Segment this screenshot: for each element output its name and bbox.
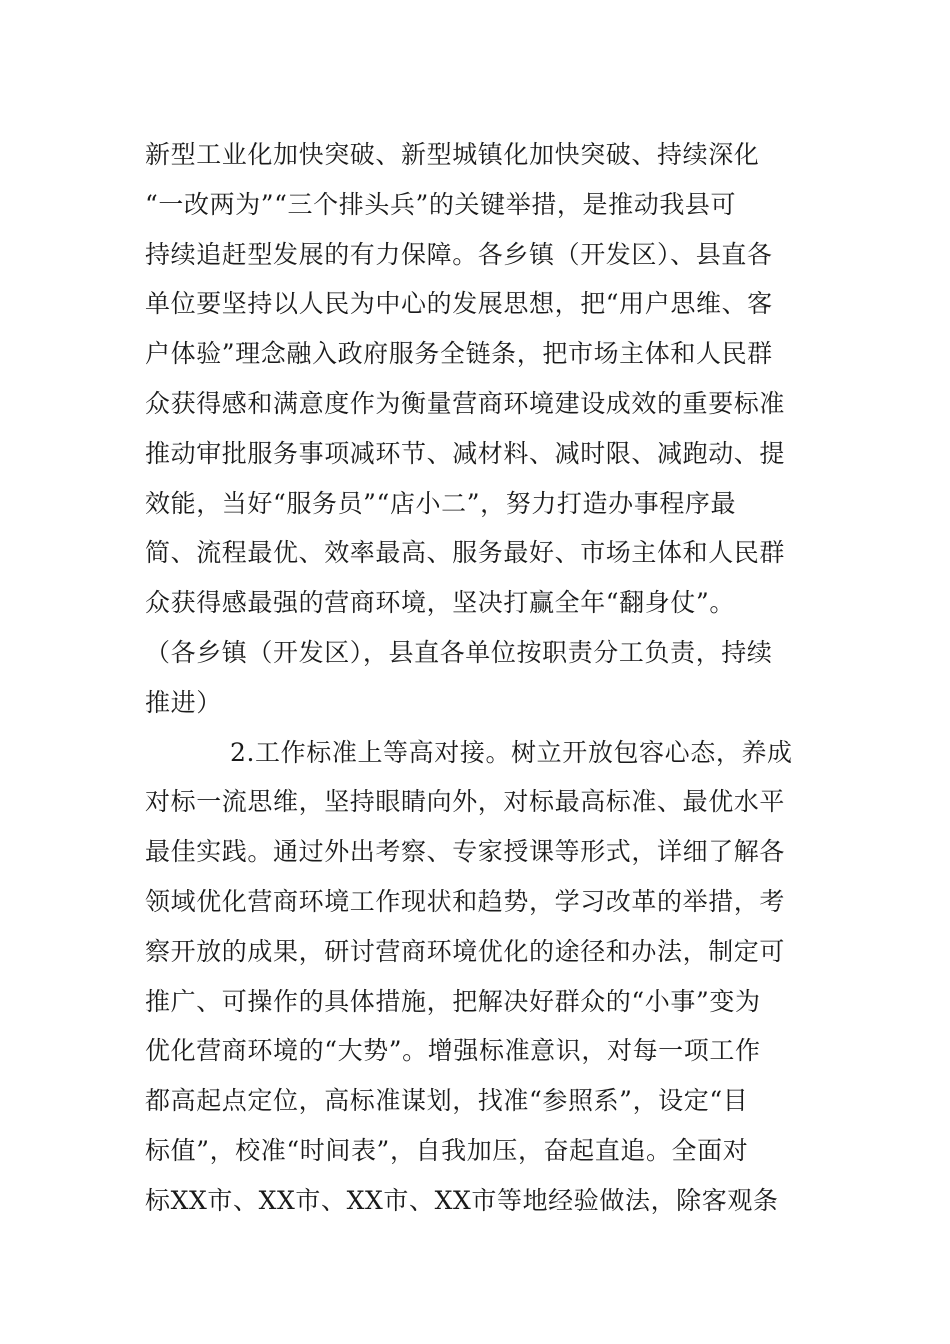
paragraph-1-line-3: 持续追赶型发展的有力保障。各乡镇（开发区）、县直各: [145, 239, 773, 269]
paragraph-1-line-6: 众获得感和满意度作为衡量营商环境建设成效的重要标准: [145, 388, 786, 418]
paragraph-1-line-9: 简、流程最优、效率最高、服务最好、市场主体和人民群: [145, 538, 786, 568]
paragraph-2-line-6: 推广、可操作的具体措施，把解决好群众的“小事”变为: [145, 986, 761, 1016]
paragraph-2-heading-line: 2.工作标准上等高对接。树立开放包容心态，养成: [230, 737, 793, 767]
paragraph-1-line-10: 众获得感最强的营商环境，坚决打赢全年“翻身仗”。: [145, 588, 735, 618]
paragraph-1-line-2: “一改两为”“三个排头兵”的关键举措，是推动我县可: [145, 189, 737, 219]
paragraph-1-line-7: 推动审批服务事项减环节、减材料、减时限、减跑动、提: [145, 438, 786, 468]
paragraph-2-line-9: 标值”，校准“时间表”，自我加压，奋起直追。全面对: [145, 1135, 749, 1165]
paragraph-1-line-12: 推进）: [145, 687, 222, 717]
paragraph-2-line-5: 察开放的成果，研讨营商环境优化的途径和办法，制定可: [145, 936, 786, 966]
paragraph-1-line-11: （各乡镇（开发区），县直各单位按职责分工负责，持续: [145, 637, 773, 667]
paragraph-2-line-8: 都高起点定位，高标准谋划，找准“参照系”，设定“目: [145, 1086, 749, 1116]
document-body: [145, 130, 810, 1226]
paragraph-2-line-2: 对标一流思维，坚持眼睛向外，对标最高标准、最优水平: [145, 787, 786, 817]
paragraph-1-line-4: 单位要坚持以人民为中心的发展思想，把“用户思维、客: [145, 289, 773, 319]
paragraph-2-line-3: 最佳实践。通过外出考察、专家授课等形式，详细了解各: [145, 837, 786, 867]
paragraph-1-line-5: 户体验”理念融入政府服务全链条，把市场主体和人民群: [145, 339, 773, 369]
paragraph-1-line-8: 效能，当好“服务员”“店小二”，努力打造办事程序最: [145, 488, 737, 518]
paragraph-2-line-4: 领域优化营商环境工作现状和趋势，学习改革的举措，考: [145, 886, 786, 916]
paragraph-2-line-7: 优化营商环境的“大势”。增强标准意识，对每一项工作: [145, 1036, 761, 1066]
paragraph-2-line-10: 标XX市、XX市、XX市、XX市等地经验做法，除客观条: [145, 1185, 779, 1215]
paragraph-1-line-1: 新型工业化加快突破、新型城镇化加快突破、持续深化: [145, 140, 760, 169]
